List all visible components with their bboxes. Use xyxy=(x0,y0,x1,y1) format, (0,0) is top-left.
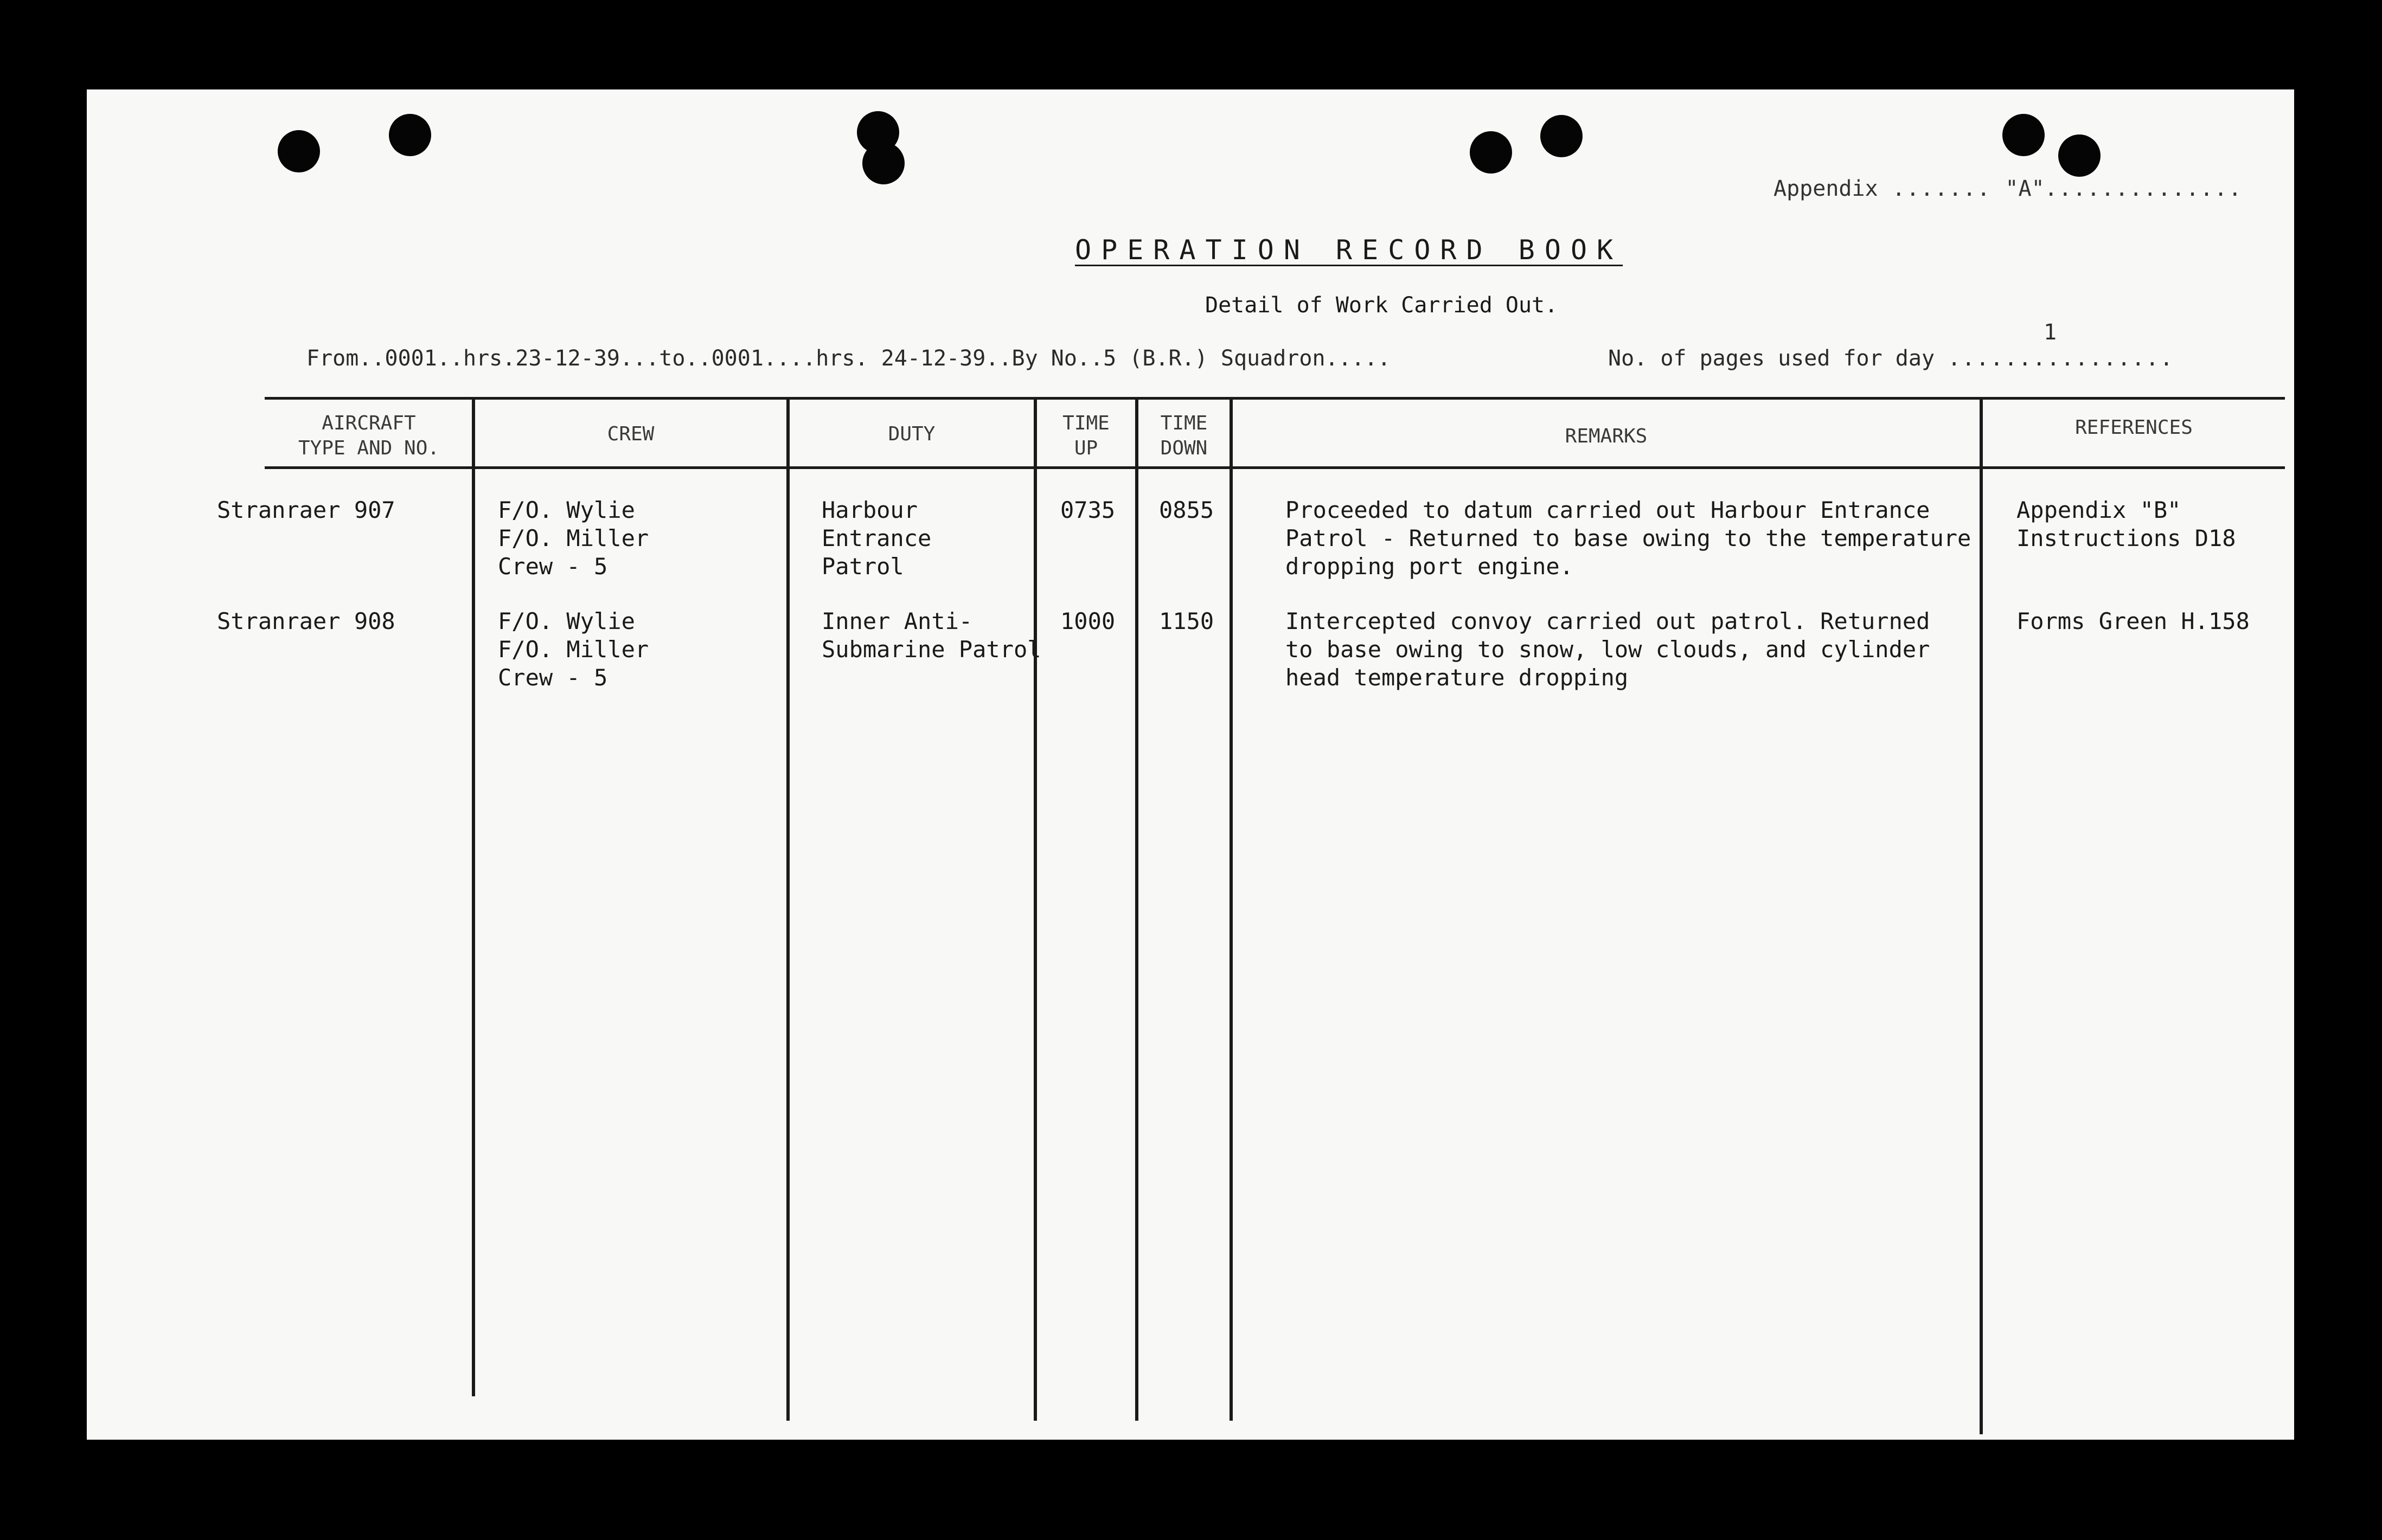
punch-hole-icon xyxy=(278,130,320,172)
punch-hole-icon xyxy=(2002,114,2045,156)
column-header-aircraft: AIRCRAFT TYPE AND NO. xyxy=(298,412,440,459)
column-divider xyxy=(1135,399,1138,1421)
from-label: From xyxy=(306,346,359,371)
appendix-line: Appendix ....... "A".............. xyxy=(1773,176,2243,201)
to-label: to xyxy=(659,346,686,371)
column-header-crew: CREW xyxy=(607,423,655,445)
squadron-label: Squadron xyxy=(1220,346,1326,371)
row-2-time-up: 1000 xyxy=(1060,608,1116,634)
row-1-remarks: Proceeded to datum carried out Harbour Entrance Patrol - Returned to base owing to the temperature dropping port engine. xyxy=(1285,497,1971,580)
row-1-time-up: 0735 xyxy=(1060,497,1116,523)
row-2-remarks: Intercepted convoy carried out patrol. Returned to base owing to snow, low clouds, and cylinder head temperature dropping xyxy=(1285,608,1930,691)
by-label: By No. xyxy=(1011,346,1090,371)
punch-hole-icon xyxy=(389,114,431,156)
squadron-type: (B.R.) xyxy=(1129,346,1208,371)
from-date: 23-12-39 xyxy=(515,346,620,371)
squadron-number: 5 xyxy=(1103,346,1117,371)
to-date: 24-12-39 xyxy=(881,346,986,371)
to-hrs-label: hrs xyxy=(816,346,855,371)
page-subtitle: Detail of Work Carried Out. xyxy=(1205,293,1558,318)
punch-hole-icon xyxy=(862,142,905,184)
column-divider xyxy=(1980,399,1983,1434)
appendix-label: Appendix xyxy=(1773,176,1878,201)
row-1-aircraft: Stranraer 907 xyxy=(217,497,395,523)
pages-label: No. of pages used for day xyxy=(1608,346,1935,371)
column-header-duty: DUTY xyxy=(888,423,936,445)
row-2-crew: F/O. Wylie F/O. Miller Crew - 5 xyxy=(498,608,649,691)
row-2-duty: Inner Anti- Submarine Patrol xyxy=(822,608,1041,663)
row-2-aircraft: Stranraer 908 xyxy=(217,608,395,634)
column-divider xyxy=(786,399,790,1421)
column-header-time-up: TIME UP xyxy=(1062,412,1110,459)
page-title: OPERATION RECORD BOOK xyxy=(1075,234,1623,266)
column-header-time-down: TIME DOWN xyxy=(1160,412,1208,459)
from-line: From..0001..hrs.23-12-39...to..0001....hrs. 24-12-39..By No..5 (B.R.) Squadron..... xyxy=(306,346,1391,371)
pages-line: No. of pages used for day ................ xyxy=(1608,346,2174,371)
punch-hole-icon xyxy=(1540,115,1583,157)
punch-hole-icon xyxy=(2058,134,2101,177)
column-divider xyxy=(472,399,475,1396)
column-header-remarks: REMARKS xyxy=(1565,425,1648,447)
row-1-time-down: 0855 xyxy=(1159,497,1214,523)
row-2-references: Forms Green H.158 xyxy=(2016,608,2250,634)
appendix-value: "A" xyxy=(2005,176,2045,201)
row-1-references: Appendix "B" Instructions D18 xyxy=(2016,497,2236,551)
row-1-duty: Harbour Entrance Patrol xyxy=(822,497,932,580)
from-time: 0001 xyxy=(385,346,437,371)
column-divider xyxy=(1230,399,1233,1421)
row-1-crew: F/O. Wylie F/O. Miller Crew - 5 xyxy=(498,497,649,580)
punch-hole-icon xyxy=(1470,131,1512,174)
hrs-label: hrs xyxy=(463,346,503,371)
document-page xyxy=(87,89,2294,1440)
pages-value: 1 xyxy=(2044,320,2057,345)
to-time: 0001 xyxy=(711,346,764,371)
column-header-references: REFERENCES xyxy=(2075,416,2193,439)
row-2-time-down: 1150 xyxy=(1159,608,1214,634)
column-divider xyxy=(1034,399,1037,1421)
